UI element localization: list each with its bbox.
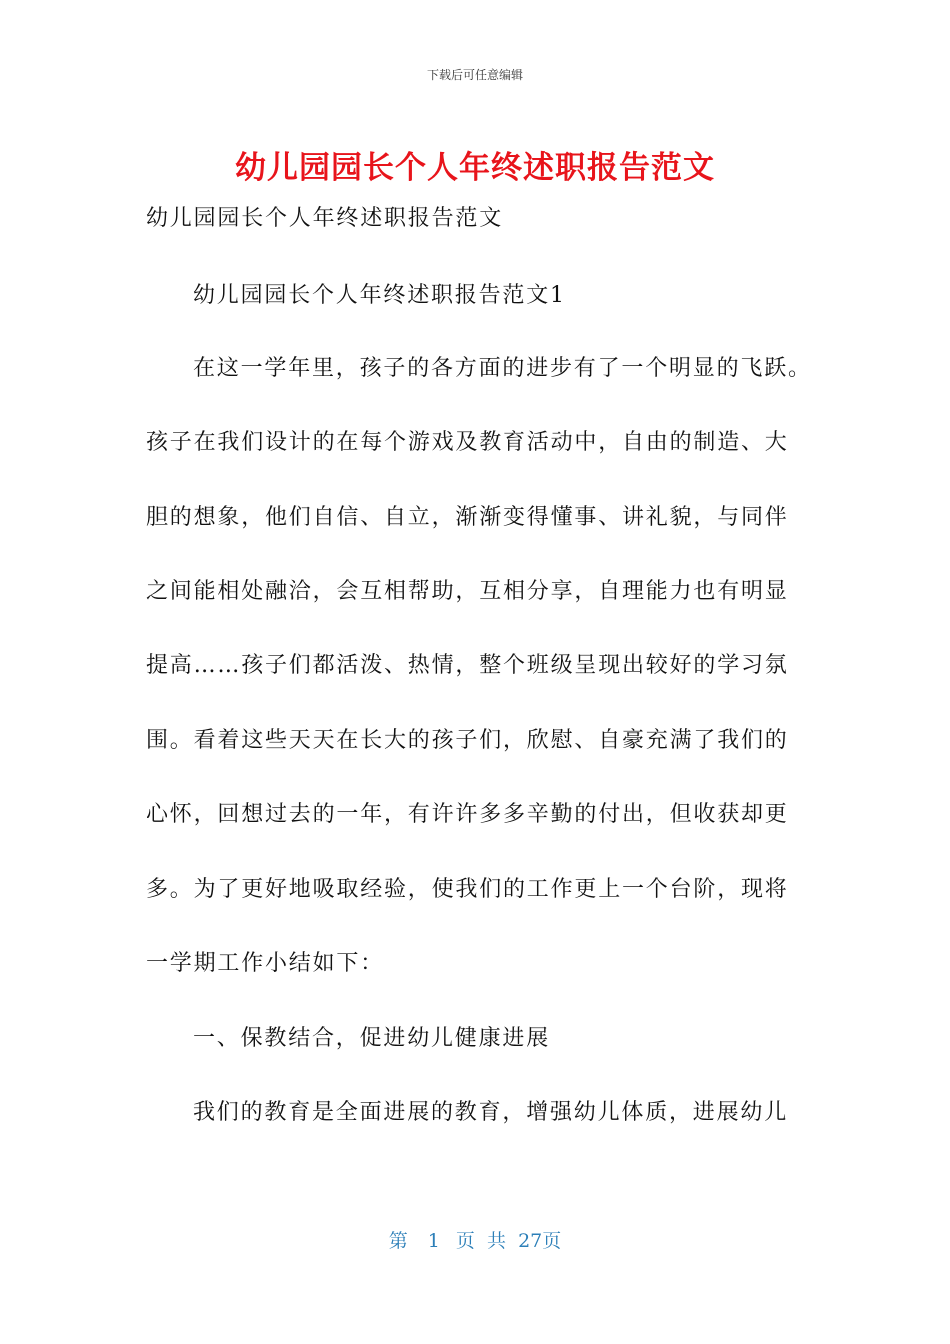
footer-current-page: 1 — [427, 1230, 440, 1252]
footer-total-pages: 27 — [518, 1230, 543, 1252]
section-heading-2: 一、保教结合，促进幼儿健康进展 — [193, 1026, 551, 1051]
section-heading-1: 幼儿园园长个人年终述职报告范文1 — [193, 283, 566, 308]
paragraph-line: 心怀，回想过去的一年，有许许多多辛勤的付出，但收获却更 — [146, 802, 789, 827]
paragraph-line: 孩子在我们设计的在每个游戏及教育活动中，自由的制造、大 — [146, 430, 789, 455]
paragraph-line: 在这一学年里，孩子的各方面的进步有了一个明显的飞跃。 — [193, 356, 812, 381]
document-title: 幼儿园园长个人年终述职报告范文 — [235, 150, 715, 186]
page-number-footer — [0, 1226, 950, 1253]
paragraph-line: 提高……孩子们都活泼、热情，整个班级呈现出较好的学习氛 — [146, 653, 789, 678]
paragraph-line: 一学期工作小结如下： — [146, 951, 385, 976]
paragraph-line: 之间能相处融洽，会互相帮助，互相分享，自理能力也有明显 — [146, 579, 789, 604]
paragraph-line: 胆的想象，他们自信、自立，渐渐变得懂事、讲礼貌，与同伴 — [146, 505, 789, 530]
footer-suffix: 页 — [542, 1230, 562, 1252]
paragraph-line: 我们的教育是全面进展的教育，增强幼儿体质，进展幼儿 — [193, 1100, 789, 1125]
paragraph-line: 多。为了更好地吸取经验，使我们的工作更上一个台阶，现将 — [146, 877, 789, 902]
footer-mid: 页 共 — [455, 1230, 507, 1252]
paragraph-line: 围。看着这些天天在长大的孩子们，欣慰、自豪充满了我们的 — [146, 728, 789, 753]
subtitle-line: 幼儿园园长个人年终述职报告范文 — [146, 206, 504, 231]
header-note: 下载后可任意编辑 — [426, 68, 523, 82]
footer-prefix: 第 — [388, 1230, 408, 1252]
